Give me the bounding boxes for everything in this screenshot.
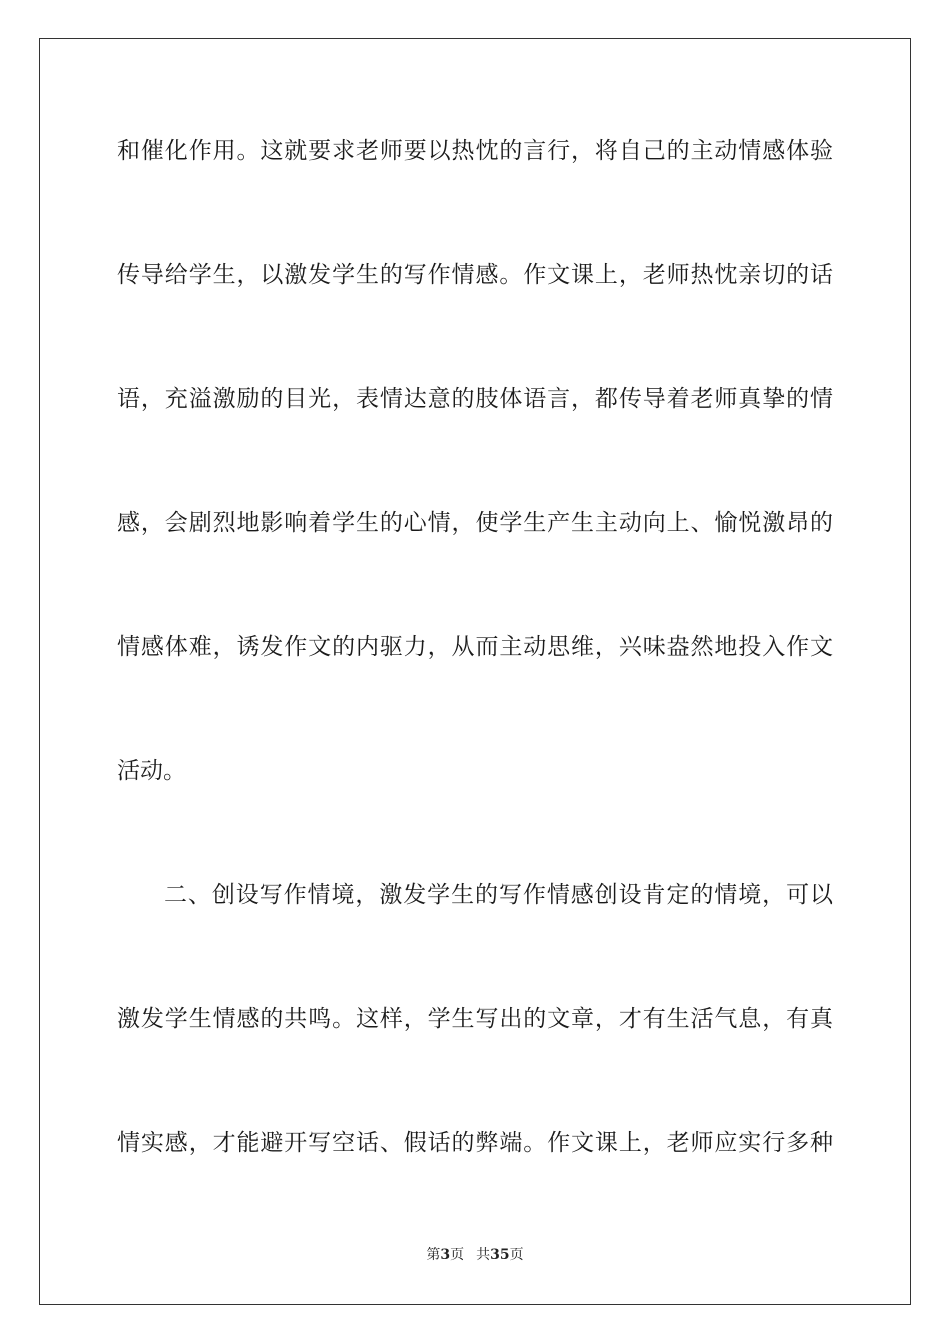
body-text-line: 情实感，才能避开写空话、假话的弊端。作文课上，老师应实行多种 bbox=[117, 1130, 833, 1156]
body-text-line: 和催化作用。这就要求老师要以热忱的言行，将自己的主动情感体验 bbox=[117, 138, 833, 164]
page-prefix: 第 bbox=[426, 1247, 441, 1263]
page-number: 3 bbox=[440, 1247, 451, 1263]
body-text-line: 情感体难，诱发作文的内驱力，从而主动思维，兴味盎然地投入作文 bbox=[117, 634, 833, 660]
total-prefix: 共 bbox=[476, 1247, 491, 1263]
body-text-line: 传导给学生，以激发学生的写作情感。作文课上，老师热忱亲切的话 bbox=[117, 262, 833, 288]
total-suffix: 页 bbox=[509, 1247, 524, 1263]
total-pages: 35 bbox=[490, 1247, 510, 1263]
body-text-line: 感，会剧烈地影响着学生的心情，使学生产生主动向上、愉悦激昂的 bbox=[117, 510, 833, 536]
page-footer bbox=[0, 1246, 950, 1264]
page-border bbox=[39, 38, 911, 1305]
body-text-line: 激发学生情感的共鸣。这样，学生写出的文章，才有生活气息，有真 bbox=[117, 1006, 833, 1032]
page-suffix: 页 bbox=[450, 1247, 465, 1263]
body-text-line: 活动。 bbox=[117, 758, 186, 784]
paragraph-start-line: 二、创设写作情境，激发学生的写作情感创设肯定的情境，可以 bbox=[164, 882, 833, 908]
body-text-line: 语，充溢激励的目光，表情达意的肢体语言，都传导着老师真挚的情 bbox=[117, 386, 833, 412]
